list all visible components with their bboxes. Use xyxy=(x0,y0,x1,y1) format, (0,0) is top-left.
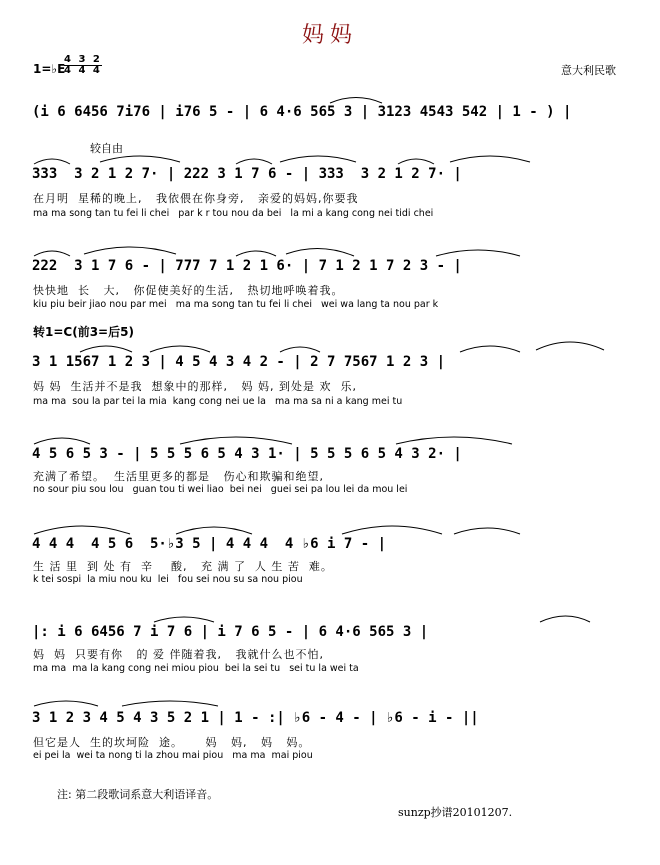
key-change-marking: 转1=C(前3=后5) xyxy=(33,325,134,339)
meter-top: 4 3 2 xyxy=(64,54,102,65)
transliteration-line-8: ei pei la wei ta nong ti la zhou mai piou ma ma mai piou xyxy=(33,750,313,761)
notation-line-8: 3 1 2 3 4 5 4 3 5 2 1 | 1 - :| ♭6 - 4 - | ♭6 - i - || xyxy=(32,710,479,726)
notation-line-2: 333 3 2 1 2 7· | 222 3 1 7 6 - | 333 3 2 1 2 7· | xyxy=(32,166,462,182)
notation-line-3: 222 3 1 7 6 - | 777 7 1 2 1 6· | 7 1 2 1 7 2 3 - | xyxy=(32,258,462,274)
lyrics-line-2: 在月明 星稀的晚上, 我依偎在你身旁, 亲爱的妈妈,你要我 xyxy=(33,192,359,205)
footnote: 注: 第二段歌词系意大利语译音。 xyxy=(57,788,219,801)
transcriber-credit: sunzp抄谱20101207. xyxy=(398,806,513,819)
transliteration-line-4: ma ma sou la par tei la mia kang cong nei ue la ma ma sa ni a kang mei tu xyxy=(33,396,403,407)
lyrics-line-6: 生 活 里 到 处 有 辛 酸, 充 满 了 人 生 苦 难。 xyxy=(33,560,333,573)
transliteration-line-6: k tei sospi la miu nou ku lei fou sei nou su sa nou piou xyxy=(33,574,303,585)
transliteration-line-3: kiu piu beir jiao nou par mei ma ma song tan tu fei li chei wei wa lang ta nou par k xyxy=(33,299,439,310)
transliteration-line-7: ma ma ma la kang cong nei miou piou bei la sei tu sei tu la wei ta xyxy=(33,663,359,674)
transliteration-line-5: no sour piu sou lou guan tou ti wei liao bei nei guei sei pa lou lei da mou lei xyxy=(33,484,408,495)
lyrics-line-3: 快快地 长 大, 你促使美好的生活, 热切地呼唤着我。 xyxy=(33,284,344,297)
notation-line-5: 4 5 6 5 3 - | 5 5 5 6 5 4 3 1· | 5 5 5 6 5 4 3 2· | xyxy=(32,446,462,462)
notation-line-6: 4 4 4 4 5 6 5·♭3 5 | 4 4 4 4 ♭6 i 7 - | xyxy=(32,536,387,552)
tempo-marking: 较自由 xyxy=(90,142,123,155)
lyrics-line-8: 但它是人 生的坎坷险 途。 妈 妈, 妈 妈。 xyxy=(33,736,311,749)
key-signature: 1=♭E xyxy=(33,62,66,76)
transliteration-line-2: ma ma song tan tu fei li chei par k r tou nou da bei la mi a kang cong nei tidi chei xyxy=(33,208,434,219)
lyrics-line-7: 妈 妈 只要有你 的 爱 伴随着我, 我就什么也不怕, xyxy=(33,648,324,661)
notation-line-1: (i 6 6456 7i76 | i76 5 - | 6 4·6 565 3 | 3123 4543 542 | 1 - ) | xyxy=(32,104,572,120)
composer-credit: 意大利民歌 xyxy=(561,64,616,77)
meter-bottom: 4 4 4 xyxy=(64,65,102,76)
notation-line-7: |: i 6 6456 7 i 7 6 | i 7 6 5 - | 6 4·6 565 3 | xyxy=(32,624,429,640)
notation-line-4: 3 1 1567 1 2 3 | 4 5 4 3 4 2 - | 2 7 7567 1 2 3 | xyxy=(32,354,446,370)
song-title: 妈妈 xyxy=(301,23,358,48)
lyrics-line-5: 充满了希望。 生活里更多的都是 伤心和欺骗和绝望, xyxy=(33,470,324,483)
lyrics-line-4: 妈 妈 生活并不是我 想象中的那样, 妈 妈, 到处是 欢 乐, xyxy=(33,380,357,393)
